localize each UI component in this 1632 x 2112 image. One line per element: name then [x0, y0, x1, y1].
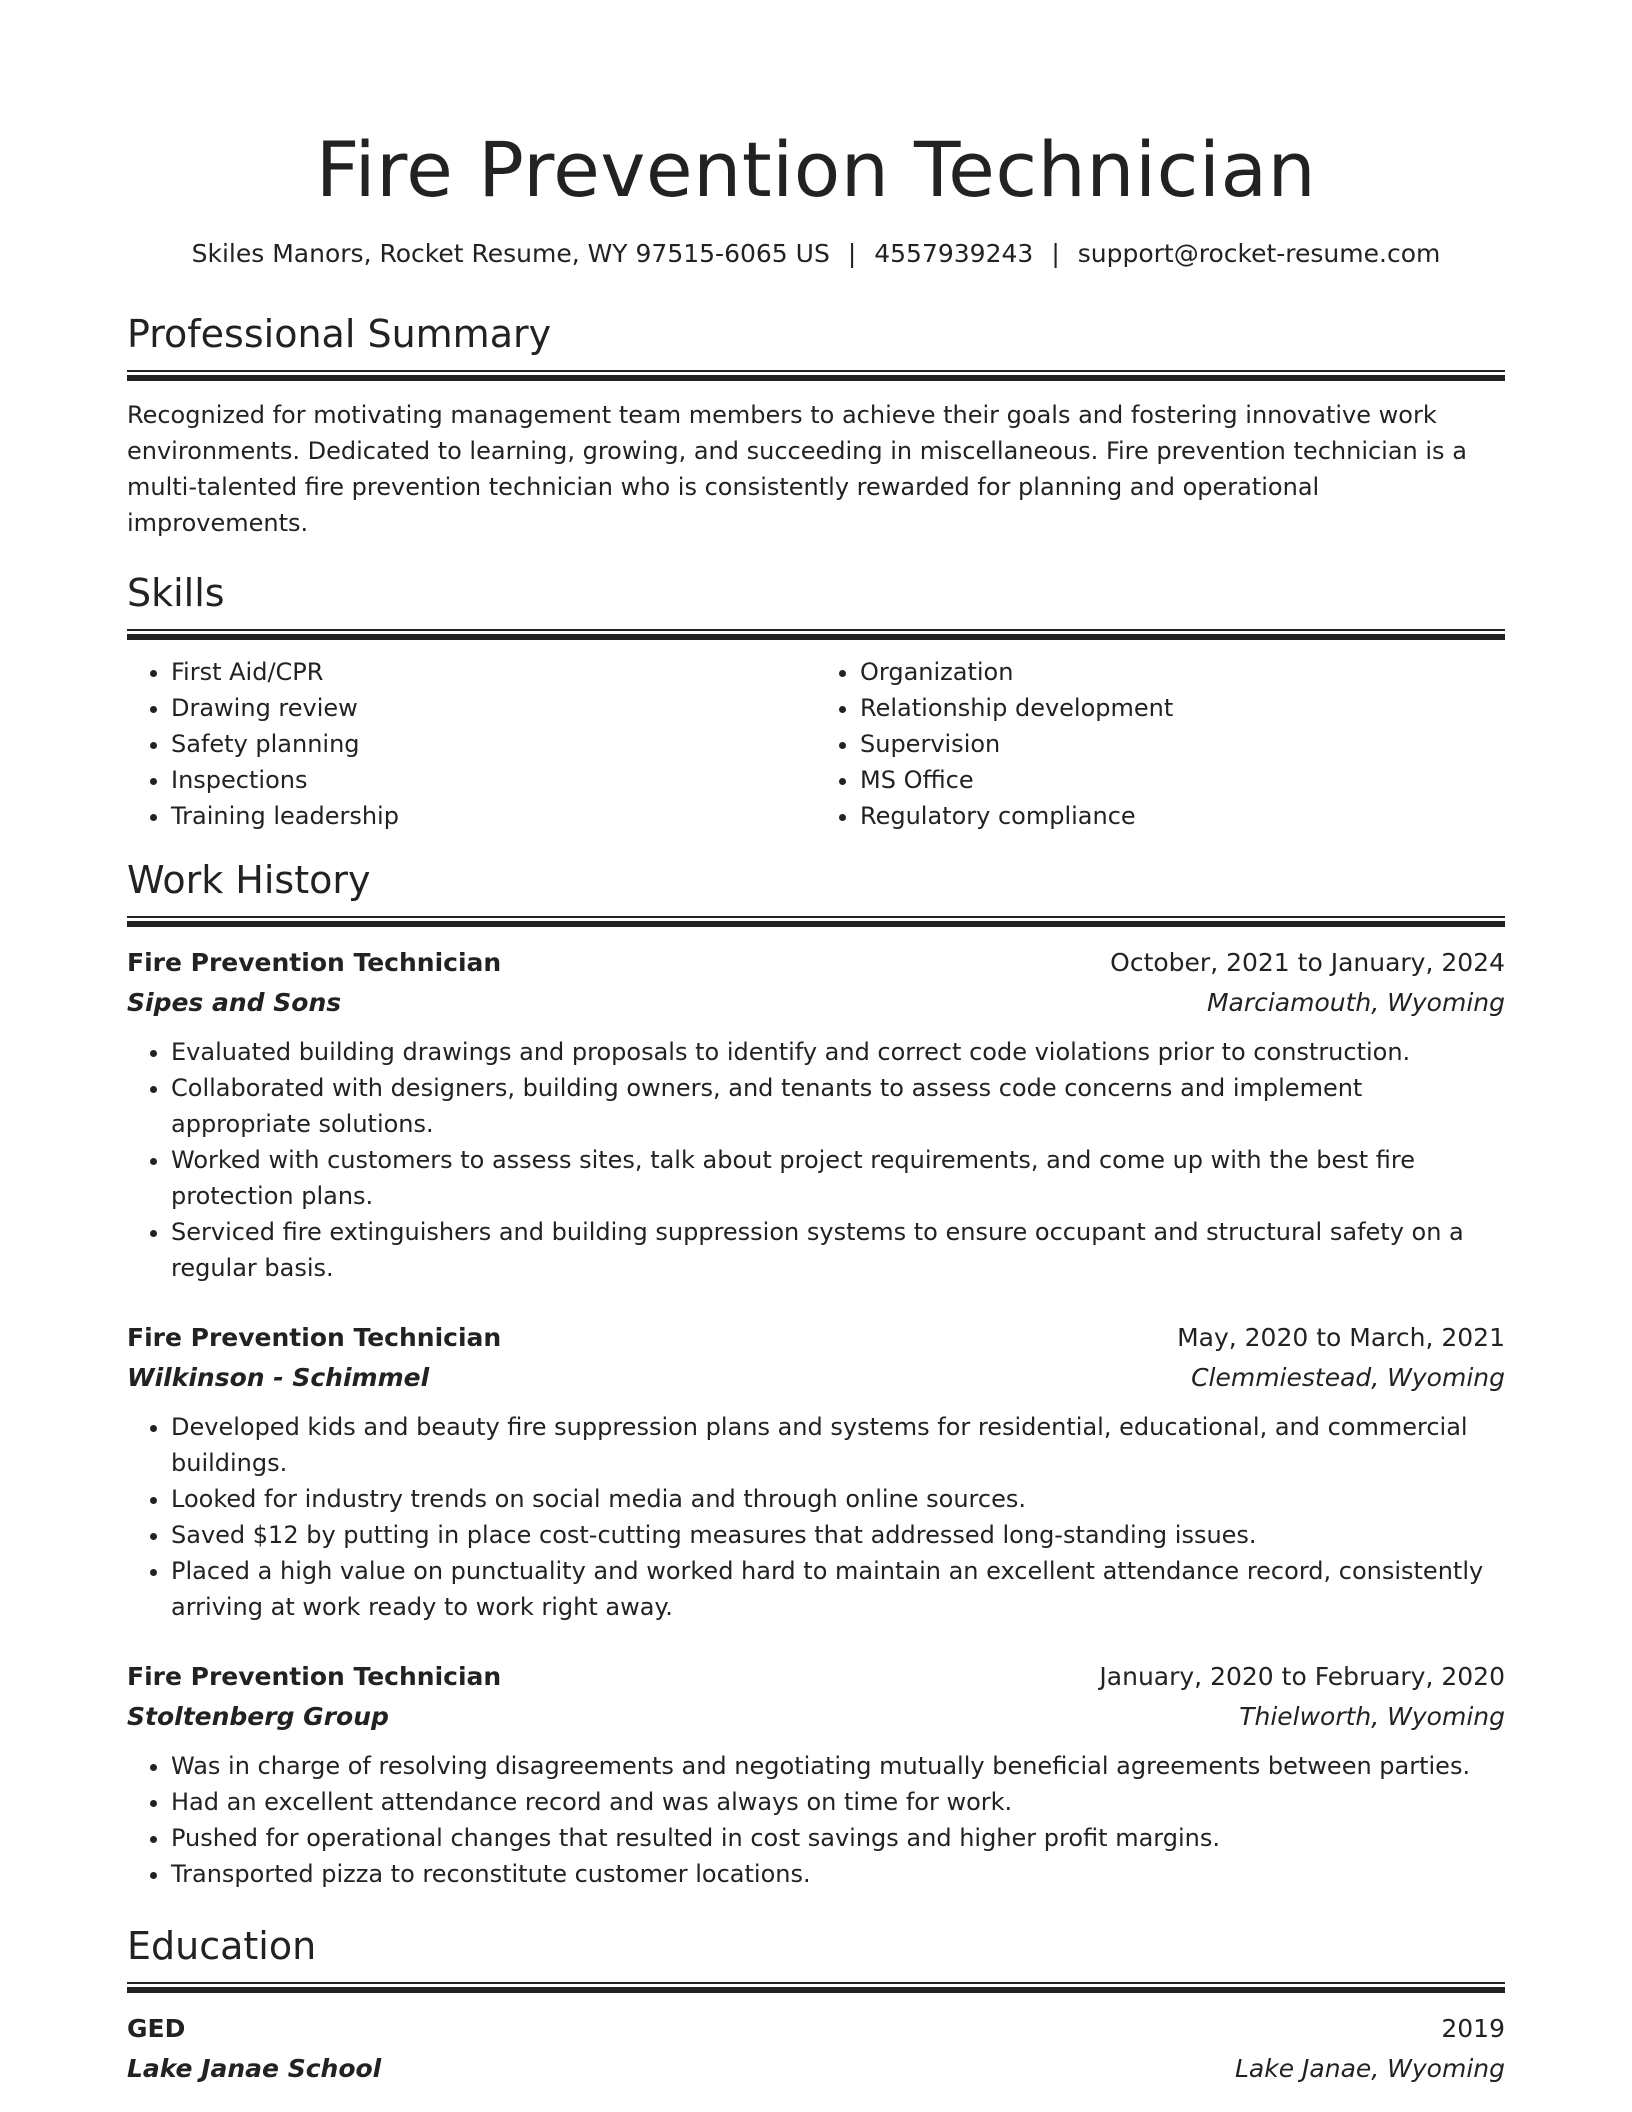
job-bullet: • Worked with customers to assess sites, talk about project requirements, and come up with the best fire protection plans.	[171, 1142, 1505, 1214]
education-location: Lake Janae, Wyoming	[1234, 2054, 1505, 2083]
job-header	[127, 945, 1505, 981]
job-title: Fire Prevention Technician	[127, 1662, 502, 1691]
job-header	[127, 1659, 1505, 1695]
job-bullet: • Was in charge of resolving disagreements and negotiating mutually beneficial agreements between parties.	[171, 1748, 1505, 1784]
education-year: 2019	[1441, 2014, 1505, 2043]
skills-list-right	[816, 654, 1505, 834]
skill-item: • First Aid/CPR	[171, 654, 816, 690]
skills-section	[127, 569, 1505, 834]
work-heading: Work History	[127, 858, 371, 902]
job-company: Sipes and Sons	[127, 988, 342, 1017]
education-school: Lake Janae School	[127, 2054, 382, 2083]
job-bullet: • Collaborated with designers, building owners, and tenants to assess code concerns and implement appropriate solutions.	[171, 1070, 1505, 1142]
skill-item: • Relationship development	[860, 690, 1505, 726]
summary-section	[127, 310, 1505, 541]
education-section	[127, 1922, 1505, 2087]
job-bullets	[127, 1409, 1505, 1625]
job-dates: October, 2021 to January, 2024	[1110, 948, 1505, 977]
job-dates: January, 2020 to February, 2020	[1099, 1662, 1505, 1691]
job-bullet: • Saved $12 by putting in place cost-cutting measures that addressed long-standing issues.	[171, 1517, 1505, 1553]
contact-line	[127, 238, 1505, 270]
skill-item: • Regulatory compliance	[860, 798, 1505, 834]
job-bullet: • Looked for industry trends on social media and through online sources.	[171, 1481, 1505, 1517]
job-entry	[127, 1659, 1505, 1892]
job-entry	[127, 945, 1505, 1286]
job-bullet: • Pushed for operational changes that resulted in cost savings and higher profit margins.	[171, 1820, 1505, 1856]
job-bullet: • Developed kids and beauty fire suppression plans and systems for residential, educational, and commercial buildings.	[171, 1409, 1505, 1481]
summary-text: Recognized for motivating management team members to achieve their goals and fostering innovative work environments. Dedicated to learning, growing, and succeeding in miscellaneous. Fire prevention technician is a multi-talented fire prevention technician who is consistently rewarded for planning and operational improvements.	[127, 401, 1467, 537]
job-bullet: • Placed a high value on punctuality and worked hard to maintain an excellent attendance record, consistently arriving at work ready to work right away.	[171, 1553, 1505, 1625]
job-bullet: • Had an excellent attendance record and was always on time for work.	[171, 1784, 1505, 1820]
skill-item: • Organization	[860, 654, 1505, 690]
skills-list-left	[127, 654, 816, 834]
education-subheader	[127, 2051, 1505, 2087]
contact-separator: |	[1051, 239, 1060, 268]
education-degree: GED	[127, 2014, 186, 2043]
work-section	[127, 856, 1505, 1892]
section-divider	[127, 916, 1505, 927]
job-title: Fire Prevention Technician	[127, 948, 502, 977]
resume-name: Fire Prevention Technician	[315, 125, 1317, 214]
job-title: Fire Prevention Technician	[127, 1323, 502, 1352]
summary-heading: Professional Summary	[127, 312, 552, 356]
contact-email: support@rocket-resume.com	[1077, 239, 1441, 268]
skill-item: • Supervision	[860, 726, 1505, 762]
skill-item: • MS Office	[860, 762, 1505, 798]
job-company: Stoltenberg Group	[127, 1702, 389, 1731]
skill-item: • Training leadership	[171, 798, 816, 834]
job-entry	[127, 1320, 1505, 1625]
job-dates: May, 2020 to March, 2021	[1177, 1323, 1505, 1352]
education-heading: Education	[127, 1924, 317, 1968]
job-bullets	[127, 1748, 1505, 1892]
section-divider	[127, 629, 1505, 640]
job-bullet: • Evaluated building drawings and proposals to identify and correct code violations prior to construction.	[171, 1034, 1505, 1070]
section-divider	[127, 1982, 1505, 1993]
skills-heading: Skills	[127, 571, 225, 615]
job-bullet: • Serviced fire extinguishers and building suppression systems to ensure occupant and structural safety on a regular basis.	[171, 1214, 1505, 1286]
skill-item: • Safety planning	[171, 726, 816, 762]
skill-item: • Inspections	[171, 762, 816, 798]
job-bullet: • Transported pizza to reconstitute customer locations.	[171, 1856, 1505, 1892]
job-location: Clemmiestead, Wyoming	[1191, 1363, 1505, 1392]
job-location: Marciamouth, Wyoming	[1206, 988, 1505, 1017]
contact-address: Skiles Manors, Rocket Resume, WY 97515-6065 US	[191, 239, 830, 268]
education-header	[127, 2011, 1505, 2047]
section-divider	[127, 370, 1505, 381]
job-subheader	[127, 985, 1505, 1021]
job-header	[127, 1320, 1505, 1356]
skill-item: • Drawing review	[171, 690, 816, 726]
job-subheader	[127, 1699, 1505, 1735]
contact-separator: |	[847, 239, 857, 268]
skills-columns	[127, 654, 1505, 834]
education-entry	[127, 2011, 1505, 2087]
job-bullets	[127, 1034, 1505, 1286]
contact-phone: 4557939243	[874, 239, 1034, 268]
job-company: Wilkinson - Schimmel	[127, 1363, 430, 1392]
job-subheader	[127, 1360, 1505, 1396]
job-location: Thielworth, Wyoming	[1239, 1702, 1505, 1731]
